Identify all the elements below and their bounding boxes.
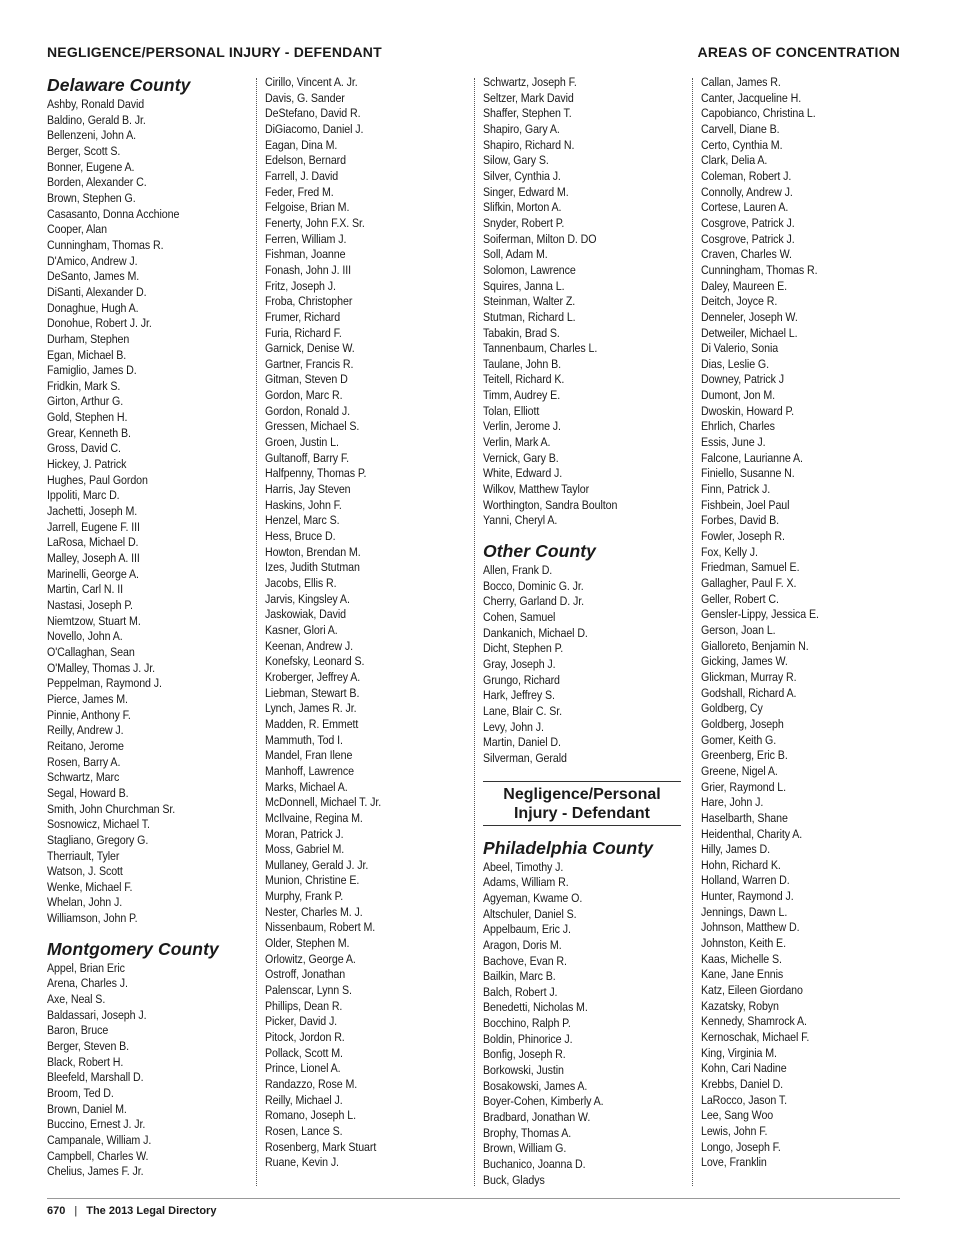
- attorney-name: Baldino, Gerald B. Jr.: [47, 112, 146, 127]
- attorney-name: Nester, Charles M. J.: [265, 904, 363, 919]
- attorney-name: Fowler, Joseph R.: [701, 529, 785, 544]
- attorney-name: Moran, Patrick J.: [265, 826, 344, 841]
- attorney-name: Goldberg, Joseph: [701, 716, 784, 731]
- attorney-name: Stutman, Richard L.: [483, 309, 576, 324]
- attorney-name: Yanni, Cheryl A.: [483, 513, 558, 528]
- attorney-name: Lee, Sang Woo: [701, 1108, 774, 1123]
- attorney-name: Ruane, Kevin J.: [265, 1155, 339, 1170]
- attorney-name: Silverman, Gerald: [483, 750, 567, 765]
- attorney-name: Reilly, Andrew J.: [47, 723, 124, 738]
- attorney-name: Denneler, Joseph W.: [701, 309, 798, 324]
- attorney-name: O'Malley, Thomas J. Jr.: [47, 660, 156, 675]
- attorney-name: Frumer, Richard: [265, 309, 341, 324]
- attorney-name: Malley, Joseph A. III: [47, 551, 140, 566]
- attorney-name: Eagan, Dina M.: [265, 137, 338, 152]
- attorney-name: Gordon, Ronald J.: [265, 403, 351, 418]
- attorney-name: Lane, Blair C. Sr.: [483, 703, 563, 718]
- attorney-name: Bradbard, Jonathan W.: [483, 1110, 591, 1125]
- attorney-name: Clark, Delia A.: [701, 153, 768, 168]
- attorney-name: Bocchino, Ralph P.: [483, 1016, 571, 1031]
- attorney-name: Davis, G. Sander: [265, 90, 345, 105]
- section-title-line: Negligence/Personal: [503, 785, 661, 803]
- attorney-name: Famiglio, James D.: [47, 363, 137, 378]
- attorney-name: Dias, Leslie G.: [701, 356, 770, 371]
- attorney-name: Soll, Adam M.: [483, 247, 548, 262]
- attorney-name: DiGiacomo, Daniel J.: [265, 121, 364, 136]
- attorney-name: Dumont, Jon M.: [701, 388, 776, 403]
- attorney-name: Madden, R. Emmett: [265, 716, 359, 731]
- attorney-name: Lewis, John F.: [701, 1123, 768, 1138]
- attorney-name: Orlowitz, George A.: [265, 951, 356, 966]
- attorney-name: Capobianco, Christina L.: [701, 106, 816, 121]
- attorney-name: Hughes, Paul Gordon: [47, 472, 148, 487]
- attorney-name: Pierce, James M.: [47, 691, 128, 706]
- attorney-name: Tannenbaum, Charles L.: [483, 341, 598, 356]
- attorney-name: Wilkov, Matthew Taylor: [483, 482, 590, 497]
- attorney-name: Mammuth, Tod I.: [265, 732, 343, 747]
- attorney-name: Vernick, Gary B.: [483, 450, 559, 465]
- attorney-name: Fridkin, Mark S.: [47, 378, 121, 393]
- attorney-name: Dankanich, Michael D.: [483, 625, 588, 640]
- attorney-name: Phillips, Dean R.: [265, 998, 343, 1013]
- attorney-name: Callan, James R.: [701, 75, 781, 89]
- attorney-name: Brown, Daniel M.: [47, 1101, 127, 1116]
- attorney-name: Jachetti, Joseph M.: [47, 504, 138, 519]
- directory-column-2: [265, 75, 471, 1171]
- attorney-name: Singer, Edward M.: [483, 184, 569, 199]
- attorney-name: Love, Franklin: [701, 1155, 767, 1170]
- attorney-name: Nastasi, Joseph P.: [47, 598, 133, 612]
- attorney-name: Murphy, Frank P.: [265, 889, 344, 904]
- attorney-name: Abeel, Timothy J.: [483, 859, 564, 874]
- attorney-name: Schwartz, Marc: [47, 770, 120, 785]
- attorney-name: Moss, Gabriel M.: [265, 842, 345, 857]
- section-title-line: Injury - Defendant: [513, 804, 650, 822]
- attorney-name: Cosgrove, Patrick J.: [701, 231, 795, 246]
- attorney-name: Heidenthal, Charity A.: [701, 826, 803, 841]
- attorney-name: Canter, Jacqueline H.: [701, 90, 802, 105]
- directory-column-1: [47, 75, 253, 1180]
- attorney-name: Black, Robert H.: [47, 1054, 124, 1069]
- attorney-name: Furia, Richard F.: [265, 325, 342, 340]
- attorney-name: Geller, Robert C.: [701, 591, 779, 606]
- attorney-name: King, Virginia M.: [701, 1045, 777, 1060]
- attorney-name: Detweiler, Michael L.: [701, 325, 798, 340]
- attorney-name: Gerson, Joan L.: [701, 622, 776, 637]
- attorney-name: Gross, David C.: [47, 441, 121, 456]
- attorney-name: Dicht, Stephen P.: [483, 641, 564, 656]
- attorney-name: Squires, Janna L.: [483, 278, 565, 293]
- attorney-name: Whelan, John J.: [47, 895, 123, 910]
- attorney-name: Craven, Charles W.: [701, 247, 792, 262]
- attorney-name: Marinelli, George A.: [47, 566, 139, 581]
- attorney-name: Johnson, Matthew D.: [701, 920, 800, 935]
- attorney-name: Gallagher, Paul F. X.: [701, 576, 797, 590]
- attorney-name: Cohen, Samuel: [483, 610, 556, 624]
- attorney-name: Verlin, Jerome J.: [483, 419, 561, 434]
- column-divider: [692, 78, 693, 1186]
- attorney-name: Gartner, Francis R.: [265, 356, 354, 371]
- attorney-name: Cirillo, Vincent A. Jr.: [265, 75, 358, 89]
- attorney-name: Essis, June J.: [701, 435, 766, 450]
- attorney-name: Certo, Cynthia M.: [701, 137, 783, 152]
- attorney-name: Girton, Arthur G.: [47, 394, 124, 409]
- attorney-name: Soiferman, Milton D. DO: [483, 231, 597, 246]
- attorney-name: O'Callaghan, Sean: [47, 644, 135, 659]
- attorney-name: Downey, Patrick J: [701, 372, 785, 387]
- attorney-name: Grier, Raymond L.: [701, 779, 787, 794]
- attorney-name: Campbell, Charles W.: [47, 1148, 149, 1163]
- directory-column-3: [483, 75, 689, 1188]
- attorney-name: Baldassari, Joseph J.: [47, 1007, 147, 1022]
- attorney-name: Carvell, Diane B.: [701, 121, 780, 136]
- attorney-name: Katz, Eileen Giordano: [701, 983, 803, 998]
- attorney-name: Steinman, Walter Z.: [483, 294, 576, 309]
- attorney-name: Agyeman, Kwame O.: [483, 890, 583, 905]
- attorney-name: Bosakowski, James A.: [483, 1078, 588, 1093]
- attorney-name: Cherry, Garland D. Jr.: [483, 594, 584, 609]
- running-header-title: NEGLIGENCE/PERSONAL INJURY - DEFENDANT: [47, 44, 382, 60]
- attorney-name: Palenscar, Lynn S.: [265, 983, 352, 998]
- attorney-name: Berger, Scott S.: [47, 143, 121, 158]
- attorney-name: Levy, John J.: [483, 719, 544, 734]
- attorney-name: Therriault, Tyler: [47, 848, 120, 863]
- column-divider: [474, 78, 475, 1186]
- attorney-name: Watson, J. Scott: [47, 864, 123, 879]
- attorney-name: LaRocco, Jason T.: [701, 1092, 788, 1107]
- attorney-name: DiSanti, Alexander D.: [47, 284, 147, 299]
- attorney-name: Verlin, Mark A.: [483, 435, 551, 450]
- attorney-name: Kaas, Michelle S.: [701, 951, 782, 966]
- attorney-name: Chelius, James F. Jr.: [47, 1164, 144, 1179]
- attorney-name: Slifkin, Morton A.: [483, 200, 562, 215]
- attorney-name: White, Edward J.: [483, 466, 563, 481]
- attorney-name: Wenke, Michael F.: [47, 879, 133, 894]
- attorney-name: Manhoff, Lawrence: [265, 763, 354, 778]
- section-title-box: [483, 781, 681, 826]
- attorney-name: Halfpenny, Thomas P.: [265, 466, 367, 481]
- attorney-name: Di Valerio, Sonia: [701, 341, 779, 356]
- attorney-name: Tolan, Elliott: [483, 403, 540, 418]
- attorney-name: Silow, Gary S.: [483, 153, 549, 168]
- attorney-name: Finn, Patrick J.: [701, 482, 771, 497]
- attorney-name: Jennings, Dawn L.: [701, 904, 788, 919]
- attorney-name: Adams, William R.: [483, 875, 569, 890]
- attorney-name: Greenberg, Eric B.: [701, 748, 788, 763]
- attorney-name: Hess, Bruce D.: [265, 529, 336, 544]
- attorney-name: Fritz, Joseph J.: [265, 278, 336, 293]
- attorney-name: Aragon, Doris M.: [483, 937, 562, 952]
- attorney-name: Gray, Joseph J.: [483, 656, 556, 671]
- attorney-name: Donaghue, Hugh A.: [47, 300, 139, 315]
- attorney-name: Rosenberg, Mark Stuart: [265, 1139, 377, 1154]
- attorney-name: Berger, Steven B.: [47, 1039, 130, 1054]
- attorney-name: Henzel, Marc S.: [265, 513, 340, 528]
- attorney-name: Kazatsky, Robyn: [701, 998, 779, 1013]
- attorney-name: Cortese, Lauren A.: [701, 200, 789, 215]
- attorney-name: D'Amico, Andrew J.: [47, 253, 138, 268]
- attorney-name: Gressen, Michael S.: [265, 419, 360, 434]
- attorney-name: Longo, Joseph F.: [701, 1139, 781, 1154]
- attorney-name: Brophy, Thomas A.: [483, 1125, 572, 1140]
- attorney-name: Jarrell, Eugene F. III: [47, 519, 140, 534]
- attorney-name: Gold, Stephen H.: [47, 410, 128, 425]
- attorney-name: McDonnell, Michael T. Jr.: [265, 795, 382, 810]
- attorney-name: Hickey, J. Patrick: [47, 457, 127, 472]
- attorney-name: Cunningham, Thomas R.: [47, 237, 164, 252]
- attorney-name: Farrell, J. David: [265, 168, 339, 183]
- attorney-name: Garnick, Denise W.: [265, 341, 355, 356]
- attorney-name: Ashby, Ronald David: [47, 97, 145, 111]
- attorney-name: Kasner, Glori A.: [265, 622, 338, 637]
- attorney-name: Hohn, Richard K.: [701, 857, 781, 872]
- attorney-name: Jacobs, Ellis R.: [265, 576, 337, 590]
- attorney-name: Goldberg, Cy: [701, 701, 763, 716]
- attorney-name: Rosen, Barry A.: [47, 754, 121, 769]
- running-header-section: AREAS OF CONCENTRATION: [697, 44, 900, 60]
- attorney-name: Buck, Gladys: [483, 1172, 545, 1187]
- attorney-name: Holland, Warren D.: [701, 873, 790, 888]
- attorney-name: Romano, Joseph L.: [265, 1108, 356, 1123]
- attorney-name: Older, Stephen M.: [265, 936, 350, 951]
- attorney-name: Reilly, Michael J.: [265, 1092, 343, 1107]
- attorney-name: Haskins, John F.: [265, 497, 342, 512]
- attorney-name: Forbes, David B.: [701, 513, 779, 528]
- footer-rule: [47, 1198, 900, 1199]
- attorney-name: Tabakin, Brad S.: [483, 325, 560, 340]
- attorney-name: Lynch, James R. Jr.: [265, 701, 357, 716]
- attorney-name: Baron, Bruce: [47, 1023, 109, 1038]
- attorney-name: Shapiro, Richard N.: [483, 137, 575, 152]
- attorney-name: Glickman, Murray R.: [701, 669, 797, 684]
- attorney-name: Randazzo, Rose M.: [265, 1077, 358, 1091]
- attorney-name: Segal, Howard B.: [47, 785, 129, 800]
- attorney-name: Johnston, Keith E.: [701, 936, 786, 951]
- attorney-name: Felgoise, Brian M.: [265, 200, 350, 215]
- attorney-name: Stagliano, Gregory G.: [47, 832, 149, 847]
- column-divider: [256, 78, 257, 1186]
- attorney-name: Groen, Justin L.: [265, 435, 339, 450]
- attorney-name: Worthington, Sandra Boulton: [483, 497, 618, 512]
- attorney-name: Borden, Alexander C.: [47, 175, 147, 190]
- attorney-name: Picker, David J.: [265, 1014, 338, 1029]
- attorney-name: Godshall, Richard A.: [701, 685, 797, 700]
- attorney-name: Kernoschak, Michael F.: [701, 1030, 810, 1045]
- attorney-name: Sosnowicz, Michael T.: [47, 817, 150, 832]
- attorney-name: Arena, Charles J.: [47, 976, 128, 991]
- attorney-name: Falcone, Laurianne A.: [701, 450, 803, 465]
- attorney-name: Casasanto, Donna Acchione: [47, 206, 180, 221]
- attorney-name: Edelson, Bernard: [265, 153, 346, 168]
- directory-column-4: [701, 75, 907, 1171]
- attorney-name: Shaffer, Stephen T.: [483, 106, 572, 121]
- attorney-name: Jarvis, Kingsley A.: [265, 591, 350, 606]
- attorney-name: Konefsky, Leonard S.: [265, 654, 365, 669]
- county-heading: Montgomery County: [47, 938, 219, 959]
- attorney-name: Howton, Brendan M.: [265, 544, 361, 559]
- attorney-name: Feder, Fred M.: [265, 184, 334, 199]
- attorney-name: Hunter, Raymond J.: [701, 889, 794, 904]
- attorney-name: Bleefeld, Marshall D.: [47, 1070, 144, 1085]
- attorney-name: Kennedy, Shamrock A.: [701, 1014, 807, 1029]
- attorney-name: Allen, Frank D.: [483, 563, 553, 578]
- attorney-name: Gomer, Keith G.: [701, 732, 777, 747]
- attorney-name: Hare, John J.: [701, 795, 764, 810]
- attorney-name: Bocco, Dominic G. Jr.: [483, 578, 584, 593]
- attorney-name: Fox, Kelly J.: [701, 544, 758, 559]
- attorney-name: Mandel, Fran Ilene: [265, 748, 353, 763]
- attorney-name: Benedetti, Nicholas M.: [483, 1000, 588, 1015]
- attorney-name: Smith, John Churchman Sr.: [47, 801, 176, 816]
- attorney-name: Haselbarth, Shane: [701, 810, 788, 825]
- attorney-name: Cosgrove, Patrick J.: [701, 215, 795, 230]
- page-number: 670: [47, 1205, 66, 1217]
- attorney-name: Marks, Michael A.: [265, 779, 348, 794]
- attorney-name: Prince, Lionel A.: [265, 1061, 341, 1076]
- attorney-name: Shapiro, Gary A.: [483, 121, 560, 136]
- attorney-name: Grungo, Richard: [483, 672, 560, 687]
- attorney-name: Cooper, Alan: [47, 222, 107, 237]
- attorney-name: Campanale, William J.: [47, 1133, 152, 1147]
- attorney-name: Gultanoff, Barry F.: [265, 450, 350, 465]
- attorney-name: Nissenbaum, Robert M.: [265, 920, 376, 935]
- attorney-name: Bachove, Evan R.: [483, 953, 567, 968]
- attorney-name: Solomon, Lawrence: [483, 262, 576, 277]
- attorney-name: Hilly, James D.: [701, 842, 770, 857]
- attorney-name: Martin, Carl N. II: [47, 582, 124, 597]
- attorney-name: Fishman, Joanne: [265, 247, 346, 262]
- attorney-name: Seltzer, Mark David: [483, 90, 574, 105]
- attorney-name: Niemtzow, Stuart M.: [47, 613, 141, 628]
- attorney-name: Altschuler, Daniel S.: [483, 906, 577, 921]
- attorney-name: Boldin, Phinorice J.: [483, 1031, 573, 1046]
- attorney-name: Peppelman, Raymond J.: [47, 676, 162, 691]
- attorney-name: Bellenzeni, John A.: [47, 128, 137, 143]
- county-heading: Other County: [483, 541, 597, 562]
- attorney-name: Ostroff, Jonathan: [265, 967, 346, 982]
- attorney-name: DeStefano, David R.: [265, 106, 361, 121]
- attorney-name: Schwartz, Joseph F.: [483, 75, 577, 89]
- attorney-name: Keenan, Andrew J.: [265, 638, 354, 653]
- attorney-name: Broom, Ted D.: [47, 1086, 114, 1101]
- attorney-name: Reitano, Jerome: [47, 738, 124, 753]
- attorney-name: Izes, Judith Stutman: [265, 560, 360, 575]
- attorney-name: Pollack, Scott M.: [265, 1045, 343, 1060]
- attorney-name: Borkowski, Justin: [483, 1063, 564, 1078]
- attorney-name: Mullaney, Gerald J. Jr.: [265, 857, 369, 872]
- attorney-name: Gitman, Steven D: [265, 372, 348, 387]
- attorney-name: Bonner, Eugene A.: [47, 159, 135, 174]
- attorney-name: Fenerty, John F.X. Sr.: [265, 215, 365, 230]
- attorney-name: Bonfig, Joseph R.: [483, 1047, 566, 1062]
- attorney-name: Harris, Jay Steven: [265, 482, 351, 497]
- attorney-name: Ehrlich, Charles: [701, 419, 775, 434]
- attorney-name: Friedman, Samuel E.: [701, 560, 800, 575]
- attorney-name: Froba, Christopher: [265, 294, 353, 309]
- attorney-name: Fonash, John J. III: [265, 262, 352, 277]
- attorney-name: Gordon, Marc R.: [265, 388, 343, 403]
- attorney-name: Durham, Stephen: [47, 331, 130, 346]
- attorney-name: Kane, Jane Ennis: [701, 967, 784, 982]
- attorney-name: Timm, Audrey E.: [483, 388, 561, 403]
- attorney-name: McIlvaine, Regina M.: [265, 810, 363, 825]
- attorney-name: Dwoskin, Howard P.: [701, 403, 795, 418]
- attorney-name: Jaskowiak, David: [265, 607, 346, 622]
- attorney-name: Appelbaum, Eric J.: [483, 922, 571, 937]
- attorney-name: Silver, Cynthia J.: [483, 168, 561, 183]
- attorney-name: Axe, Neal S.: [47, 992, 106, 1007]
- attorney-name: Kohn, Cari Nadine: [701, 1061, 787, 1076]
- attorney-name: Munion, Christine E.: [265, 873, 360, 888]
- attorney-name: Brown, Stephen G.: [47, 190, 136, 205]
- attorney-name: Snyder, Robert P.: [483, 215, 565, 230]
- attorney-name: Hark, Jeffrey S.: [483, 688, 555, 703]
- attorney-name: Cunningham, Thomas R.: [701, 262, 818, 277]
- attorney-name: Pitock, Jordon R.: [265, 1030, 345, 1045]
- attorney-name: LaRosa, Michael D.: [47, 535, 139, 550]
- attorney-name: Donohue, Robert J. Jr.: [47, 316, 152, 331]
- attorney-name: Finiello, Susanne N.: [701, 466, 795, 481]
- attorney-name: Teitell, Richard K.: [483, 372, 565, 387]
- attorney-name: Taulane, John B.: [483, 356, 562, 371]
- attorney-name: Gialloreto, Benjamin N.: [701, 638, 809, 653]
- attorney-name: Connolly, Andrew J.: [701, 184, 793, 199]
- attorney-name: Deitch, Joyce R.: [701, 294, 778, 309]
- attorney-name: Egan, Michael B.: [47, 347, 127, 362]
- attorney-name: Williamson, John P.: [47, 911, 138, 926]
- attorney-name: Buchanico, Joanna D.: [483, 1157, 586, 1172]
- attorney-name: Rosen, Lance S.: [265, 1123, 343, 1138]
- attorney-name: Gicking, James W.: [701, 654, 788, 669]
- footer-separator: |: [74, 1205, 78, 1217]
- attorney-name: Krebbs, Daniel D.: [701, 1077, 784, 1091]
- attorney-name: Bailkin, Marc B.: [483, 969, 556, 984]
- attorney-name: Grear, Kenneth B.: [47, 425, 131, 440]
- attorney-name: Martin, Daniel D.: [483, 735, 561, 750]
- attorney-name: Appel, Brian Eric: [47, 960, 125, 975]
- page-footer: [47, 1205, 216, 1217]
- attorney-name: Daley, Maureen E.: [701, 278, 787, 293]
- attorney-name: Kroberger, Jeffrey A.: [265, 669, 361, 684]
- attorney-name: Pinnie, Anthony F.: [47, 707, 131, 722]
- publication-title: The 2013 Legal Directory: [86, 1205, 217, 1217]
- attorney-name: DeSanto, James M.: [47, 269, 140, 284]
- attorney-name: Ippoliti, Marc D.: [47, 488, 120, 503]
- attorney-name: Gensler-Lippy, Jessica E.: [701, 607, 819, 622]
- attorney-name: Coleman, Robert J.: [701, 168, 792, 183]
- attorney-name: Greene, Nigel A.: [701, 763, 778, 778]
- attorney-name: Balch, Robert J.: [483, 984, 558, 999]
- county-heading: Delaware County: [47, 75, 191, 95]
- attorney-name: Buccino, Ernest J. Jr.: [47, 1117, 146, 1132]
- county-heading: Philadelphia County: [483, 837, 654, 858]
- attorney-name: Boyer-Cohen, Kimberly A.: [483, 1094, 604, 1109]
- attorney-name: Brown, William G.: [483, 1141, 567, 1156]
- attorney-name: Novello, John A.: [47, 629, 123, 644]
- attorney-name: Liebman, Stewart B.: [265, 685, 360, 700]
- attorney-name: Fishbein, Joel Paul: [701, 497, 790, 512]
- attorney-name: Ferren, William J.: [265, 231, 347, 246]
